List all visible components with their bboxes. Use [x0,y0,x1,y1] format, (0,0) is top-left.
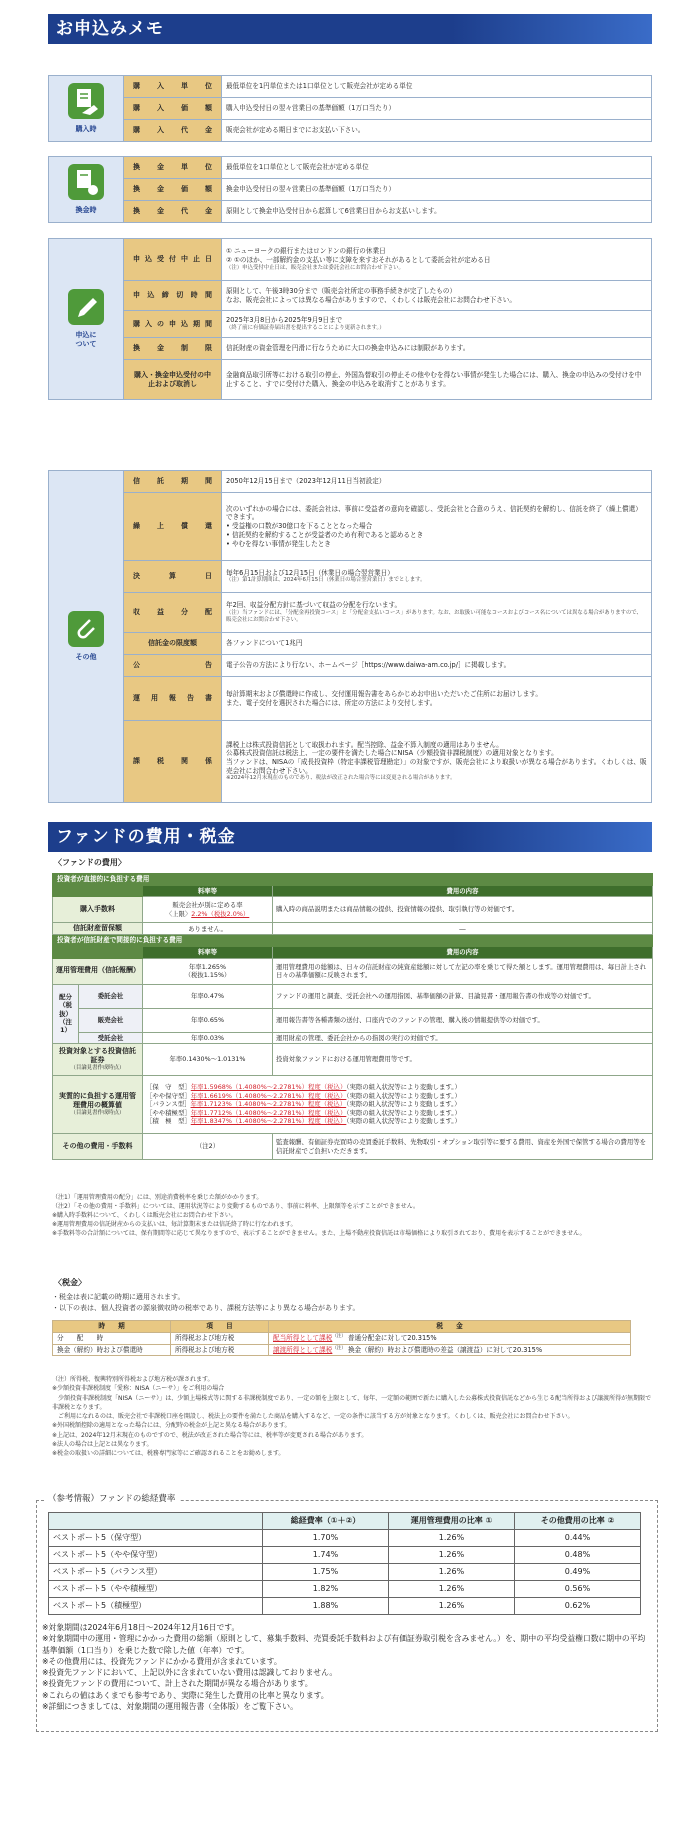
effective-fee-list [143,1076,653,1134]
other-line: 次のいずれかの場合には、委託会社は、事前に受益者の意向を確認し、受託会社と合意のうえ、信託契約を解約し、信託を終了（繰上償還）できます。 [226,504,642,522]
ref-value: 0.49% [515,1564,641,1581]
other-note: （注）第1計算期間は、2024年6月15日（休業日の場合翌営業日）までとします。 [226,577,426,584]
exchange-row-label: 換金代金 [124,201,222,223]
effective-fee-note: （実際の組入状況等により変動します。） [346,1117,461,1126]
tax-note: ※法人の場合は上記とは異なります。 [52,1441,153,1449]
mgmt-fee-rate-line: 年率1.265% [188,962,227,971]
fee-note: （注1）「運用管理費用の配分」には、別途消費税率を乗じた額がかかります。 [52,1194,263,1201]
tax-time: 換金（解約）時および償還時 [53,1344,171,1356]
apply-line: ① ニューヨークの銀行またはロンドンの銀行の休業日 [226,247,386,256]
apply-row-text [222,281,652,311]
ref-note: ※投資先ファンドにおいて、上記以外に含まれていない費用は認識しておりません。 [42,1668,338,1678]
effective-fee-rate: 年率1.7123%（1.4080%～2.2781%）程度（税込） [190,1100,347,1109]
effective-fee-note: （実際の組入状況等により変動します。） [346,1100,461,1109]
ref-value: 1.26% [389,1598,515,1615]
tax-table [52,1320,631,1356]
ref-note: ※対象期間中の運用・管理にかかった費用の総額（原則として、募集手数料、売買委託手数料および有価証券取引税を含みません。）を、期中の平均受益権口数に期中の平均基準価額（1口当り）を乗じた数で除した値（年率）です。 [42,1634,646,1655]
fee-note: ※手数料等の合計額については、保有期間等に応じて異なりますので、表示することができません。また、上場不動産投資信託は市場価格により取引されており、費用を表示することができません。 [52,1230,586,1237]
effective-fee-label-text: 実質的に負担する運用管理費用の概算値 [59,1091,136,1109]
other-line: 毎年6月15日および12月15日（休業日の場合翌営業日） [226,568,394,577]
other-line: 当ファンドは、NISAの「成長投資枠（特定非課税管理勘定）」の対象ですが、販売会社により取扱いが異なる場合があります。くわしくは、販売会社にお問合わせ下さい。 [226,757,647,775]
purchase-fee-content: 購入時の商品説明または商品情報の提供、投資情報の提供、取引執行等の対価です。 [273,897,653,923]
tax-note: ※税金の取扱いの詳細については、税務専門家等にご確認されることをお勧めします。 [52,1450,285,1458]
other-row-text [222,593,652,633]
alloc-label: 配分（税抜）（注1） [53,984,79,1043]
ref-value: 0.62% [515,1598,641,1615]
col-content: 費用の内容 [273,947,653,958]
ref-note: ※投資先ファンドの費用について、計上された期間が異なる場合があります。 [42,1679,313,1689]
tax-notes [52,1375,652,1459]
other-row-text [222,561,652,593]
effective-fee-sublabel: （目論見書作成時点） [70,1110,125,1117]
exchange-table [48,156,652,223]
mgmt-fee-label: 運用管理費用（信託報酬） [53,958,143,984]
apply-row-text [222,239,652,281]
tax-note: ※上記は、2024年12月末現在のものですので、税法が改正された場合等には、税率等が変更される場合があります。 [52,1431,368,1439]
exchange-row-label: 換金単位 [124,157,222,179]
apply-row-text [222,338,652,360]
pen-icon [68,289,104,325]
effective-fee-rate: 年率1.8347%（1.4080%～2.2781%）程度（税込） [190,1117,347,1126]
purchase-row-label: 購入価額 [124,98,222,120]
tax-bullets [52,1292,652,1313]
alloc-item-content: ファンドの運用と調査、受託会社への運用指図、基準価額の計算、目論見書・運用報告書の作成等の対価です。 [273,984,653,1008]
purchase-fee-rate-line: 販売会社が別に定める率 [172,901,243,910]
alloc-item-label: 販売会社 [79,1008,143,1032]
apply-row-label: 換金制限 [124,338,222,360]
document-coin-icon [68,164,104,200]
fee-note: （注2）「その他の費用・手数料」については、運用状況等により変動するものであり、事前に料率、上限額等を示すことができません。 [52,1203,420,1210]
other-table [48,470,652,803]
ref-value: 1.26% [389,1547,515,1564]
apply-note: （終了前に有価証券届出書を提出することにより更新されます。） [226,324,385,331]
tax-note: ※少額投資非課税制度「愛称：NISA（ニーサ）」をご利用の場合 [52,1385,225,1393]
ref-value: 1.75% [263,1564,389,1581]
other-line: • 受益権の口数が30億口を下ることとなった場合 [226,522,373,531]
effective-fee-note: （実際の組入状況等により変動します。） [346,1108,461,1117]
ref-fund-name: ベストポート5（積極型） [49,1598,263,1615]
ref-fund-name: ベストポート5（バランス型） [49,1564,263,1581]
other-row-text [222,633,652,655]
apply-row-label: 購入の申込期間 [124,311,222,338]
ref-title: （参考情報）ファンドの総経費率 [44,1494,179,1505]
col-rate: 料率等 [143,885,273,896]
alloc-item-rate: 年率0.65% [143,1008,273,1032]
document-hand-icon [68,83,104,119]
apply-icon-cell [49,239,124,400]
target-fee-label [53,1044,143,1076]
effective-fee-row [146,1092,649,1100]
exchange-row-text: 原則として換金申込受付日から起算して6営業日目からお支払いします。 [222,201,652,223]
apply-line: 信託財産の資金管理を円滑に行なうために大口の換金申込みには制限があります。 [226,344,470,353]
ref-notes [42,1622,652,1712]
other-row-label: 運用報告書 [124,677,222,721]
other-line: • やむを得ない事情が発生したとき [226,539,331,548]
ref-note: ※詳細につきましては、対象期間の運用報告書（全体版）をご覧下さい。 [42,1702,298,1712]
other-line: 年2回、収益分配方針に基づいて収益の分配を行ないます。 [226,601,402,610]
alloc-item-content: 運用財産の管理、委託会社からの指図の実行の対価です。 [273,1032,653,1043]
other-line: 課税上は株式投資信託として取扱われます。配当控除、益金不算入制度の適用はありません。 [226,740,503,749]
tax-time: 分 配 時 [53,1332,171,1344]
effective-fee-label [53,1076,143,1134]
tax-note: 少額投資非課税制度「NISA（ニーサ）」は、少額上場株式等に関する非課税制度であり、一定の額を上限として、毎年、一定額の範囲で新たに購入した公募株式投資信託などから生じる配当所得および譲渡所得が無期限で非課税となります。 [52,1394,652,1411]
paperclip-icon [68,611,104,647]
ref-fund-name: ベストポート5（やや保守型） [49,1547,263,1564]
apply-note: （注）申込受付中止日は、販売会社または委託会社にお問合わせ下さい。 [226,264,404,271]
ref-header [49,1513,263,1530]
ref-value: 0.48% [515,1547,641,1564]
exchange-row-text: 換金申込受付日の翌々営業日の基準価額（1万口当たり） [222,179,652,201]
tax-detail-cell [269,1332,631,1344]
other-row-text [222,493,652,561]
ref-value: 1.88% [263,1598,389,1615]
reserve-content: ― [273,923,653,935]
ref-header: 運用管理費用の比率 ① [389,1513,515,1530]
apply-line: ② ①のほか、一部解約金の支払い等に支障を来すおそれがあるとして委託会社が定める日 [226,255,491,264]
ref-value: 1.82% [263,1581,389,1598]
other-line: 各ファンドについて1兆円 [226,639,303,648]
alloc-item-label: 受託会社 [79,1032,143,1043]
ref-fund-name: ベストポート5（保守型） [49,1530,263,1547]
effective-fee-row [146,1083,649,1091]
ref-value: 0.44% [515,1530,641,1547]
target-fee-content: 投資対象ファンドにおける運用管理費用等です。 [273,1044,653,1076]
apply-table [48,238,652,400]
other-row-text [222,655,652,677]
apply-line: 2025年3月8日から2025年9月9日まで [226,316,343,325]
alloc-item-label: 委託会社 [79,984,143,1008]
effective-fee-type: ［積 極 型］ [146,1117,191,1126]
memo-title-banner [48,14,652,44]
exchange-row-text: 最低単位を1口単位として販売会社が定める単位 [222,157,652,179]
target-fee-label-text: 投資対象とする投資信託証券 [59,1046,136,1064]
other-row-label: 収益分配 [124,593,222,633]
apply-row-label: 申込受付中止日 [124,239,222,281]
other-row-text [222,677,652,721]
other-row-label: 信託期間 [124,471,222,493]
effective-fee-type: ［やや積極型］ [146,1108,191,1117]
alloc-item-rate: 年率0.03% [143,1032,273,1043]
mgmt-fee-content: 運用管理費用の総額は、日々の信託財産の純資産総額に対して左記の率を乗じて得た額とします。運用管理費用は、毎日計上され日々の基準価額に反映されます。 [273,958,653,984]
effective-fee-type: ［バランス型］ [146,1100,191,1109]
other-row-label: 課税関係 [124,721,222,803]
tax-note: （注）所得税、復興特別所得税および地方税が課されます。 [52,1376,214,1383]
tax-bullet: ・税金は表に記載の時期に適用されます。 [52,1293,185,1301]
indirect-header: 投資者が信託財産で間接的に負担する費用 [53,935,653,947]
tax-detail: 普通分配金に対して20.315% [347,1333,437,1342]
purchase-fee-rate [143,897,273,923]
tax-detail: 換金（解約）時および償還時の差益（譲渡益）に対して20.315% [347,1345,543,1354]
exchange-row-label: 換金価額 [124,179,222,201]
apply-label: 申込に ついて [75,330,97,349]
effective-fee-type: ［保 守 型］ [146,1083,191,1092]
other-row-label: 信託金の限度額 [124,633,222,655]
purchase-row-label: 購入代金 [124,120,222,142]
tax-kind: 譲渡所得として課税 [273,1345,333,1354]
other-fee-content: 監査報酬、有価証券売買時の売買委託手数料、先物取引・オプション取引等に要する費用、資産を外国で保管する場合の費用等を信託財産でご負担いただきます。 [273,1134,653,1160]
tax-item: 所得税および地方税 [171,1332,269,1344]
exchange-label: 換金時 [75,206,97,214]
other-row-label: 決算日 [124,561,222,593]
ref-value: 1.26% [389,1564,515,1581]
other-line: 2050年12月15日まで（2023年12月11日当初設定） [226,477,386,486]
fee-table [52,873,653,1160]
tax-detail-cell [269,1344,631,1356]
purchase-icon-cell [49,76,124,142]
purchase-label: 購入時 [75,125,97,133]
apply-line: 原則として、午後3時30分まで（販売会社所定の事務手続きが完了したもの） [226,286,457,295]
other-line: 電子公告の方法により行ない、ホームページ［https://www.daiwa-am.co.jp/］に掲載します。 [226,661,511,670]
effective-fee-note: （実際の組入状況等により変動します。） [346,1083,461,1092]
col-rate: 料率等 [143,947,273,958]
purchase-row-text: 最低単位を1円単位または1口単位として販売会社が定める単位 [222,76,652,98]
other-row-text [222,721,652,803]
target-fee-rate: 年率0.1430%～1.0131% [143,1044,273,1076]
effective-fee-row [146,1100,649,1108]
other-note: （注）当ファンドには、「分配金再投資コース」と「分配金支払いコース」があります。なお、お取扱い可能なコースおよびコース名については異なる場合がありますので、販売会社にお問合わせ下さい。 [226,609,642,623]
tax-header: 時 期 [53,1321,171,1333]
ref-fund-name: ベストポート5（やや積極型） [49,1581,263,1598]
effective-fee-row [146,1109,649,1117]
apply-row-text [222,360,652,400]
apply-line: なお、販売会社によっては異なる場合がありますので、くわしくは販売会社にお問合わせ下さい。 [226,295,516,304]
mgmt-fee-rate [143,958,273,984]
col-content: 費用の内容 [273,885,653,896]
purchase-fee-label: 購入手数料 [53,897,143,923]
tax-header: 項 目 [171,1321,269,1333]
tax-item: 所得税および地方税 [171,1344,269,1356]
ref-table [48,1512,641,1615]
tax-kind: 配当所得として課税 [273,1333,333,1342]
fees-title: ファンドの費用・税金 [56,827,236,847]
fees-subtitle: 〈ファンドの費用〉 [54,858,126,867]
direct-header: 投資者が直接的に負担する費用 [53,874,653,886]
effective-fee-rate: 年率1.7712%（1.4080%～2.2781%）程度（税込） [190,1108,347,1117]
tax-mark: （注） [332,1345,346,1351]
other-label: その他 [75,653,97,661]
other-icon-cell [49,471,124,803]
purchase-fee-rate-cap: 〈上限〉 [165,909,192,918]
effective-fee-rate: 年率1.5968%（1.4080%～2.2781%）程度（税込） [190,1083,347,1092]
apply-row-label: 購入・換金申込受付の中止および取消し [124,360,222,400]
tax-note: ※外国税額控除の適用となった場合には、分配時の税金が上記と異なる場合があります。 [52,1422,291,1430]
other-row-label: 公告 [124,655,222,677]
reserve-label: 信託財産留保額 [53,923,143,935]
apply-row-label: 申込締切時間 [124,281,222,311]
memo-title: お申込みメモ [56,19,164,39]
other-note: ※2024年12月末現在のものであり、税法が改正された場合等には変更される場合があります。 [226,775,456,782]
purchase-table [48,75,652,142]
ref-note: ※その他費用には、投資先ファンドにかかる費用が含まれています。 [42,1656,282,1666]
ref-note: ※これらの値はあくまでも参考であり、実際に発生した費用の比率と異なります。 [42,1690,329,1700]
apply-row-text [222,311,652,338]
fee-notes [52,1193,652,1238]
effective-fee-note: （実際の組入状況等により変動します。） [346,1091,461,1100]
ref-value: 1.26% [389,1530,515,1547]
alloc-item-content: 運用報告書等各種書類の送付、口座内でのファンドの管理、購入後の情報提供等の対価です。 [273,1008,653,1032]
fee-note: ※購入時手数料について、くわしくは販売会社にお問合わせ下さい。 [52,1212,237,1219]
effective-fee-type: ［やや保守型］ [146,1091,191,1100]
purchase-row-label: 購入単位 [124,76,222,98]
ref-note: ※対象期間は2024年6月18日～2024年12月16日です。 [42,1623,240,1632]
other-line: また、電子交付を選択された場合には、所定の方法により交付します。 [226,698,437,707]
other-line: • 信託契約を解約することが受益者のため有利であると認めるとき [226,530,424,539]
other-fee-label: その他の費用・手数料 [53,1134,143,1160]
purchase-fee-rate-max: 2.2%（税抜2.0%） [191,909,250,918]
exchange-icon-cell [49,157,124,223]
other-line: 毎計算期末および償還時に作成し、交付運用報告書をあらかじめお申出いただいたご住所にお届けします。 [226,689,542,698]
fees-title-banner [48,822,652,852]
tax-header: 税 金 [269,1321,631,1333]
tax-bullet: ・以下の表は、個人投資者の源泉徴収時の税率であり、課税方法等により異なる場合があります。 [52,1303,360,1312]
reserve-rate: ありません。 [143,923,273,935]
ref-value: 0.56% [515,1581,641,1598]
tax-mark: （注） [332,1333,346,1339]
ref-value: 1.26% [389,1581,515,1598]
purchase-row-text: 販売会社が定める期日までにお支払い下さい。 [222,120,652,142]
ref-header: 総経費率（①＋②） [263,1513,389,1530]
ref-value: 1.70% [263,1530,389,1547]
mgmt-fee-rate-line: （税抜1.15%） [184,971,231,980]
alloc-item-rate: 年率0.47% [143,984,273,1008]
ref-header: その他費用の比率 ② [515,1513,641,1530]
ref-value: 1.74% [263,1547,389,1564]
other-row-label: 繰上償還 [124,493,222,561]
effective-fee-row [146,1117,649,1125]
target-fee-sublabel: （目論見書作成時点） [70,1065,125,1072]
tax-note: ご利用になれるのは、販売会社で非課税口座を開設し、税法上の要件を満たした商品を購入するなど、一定の条件に該当する方が対象となります。くわしくは、販売会社にお問合わせ下さい。 [52,1413,574,1421]
tax-subtitle: 〈税金〉 [54,1278,86,1287]
effective-fee-rate: 年率1.6619%（1.4080%～2.2781%）程度（税込） [190,1091,347,1100]
apply-line: 金融商品取引所等における取引の停止、外国為替取引の停止その他やむを得ない事情が発生した場合には、購入、換金の申込みの受付けを中止すること、すでに受付けた購入、換金の申込みを取消すことがあります。 [226,370,642,388]
other-row-text [222,471,652,493]
other-fee-rate: （注2） [143,1134,273,1160]
other-line: 公募株式投資信託は税法上、一定の要件を満たした場合にNISA（少額投資非課税制度）の適用対象となります。 [226,749,558,758]
fee-note: ※運用管理費用の信託財産からの支払いは、毎計算期末または信託終了時に行なわれます。 [52,1221,297,1228]
purchase-row-text: 購入申込受付日の翌々営業日の基準価額（1万口当たり） [222,98,652,120]
